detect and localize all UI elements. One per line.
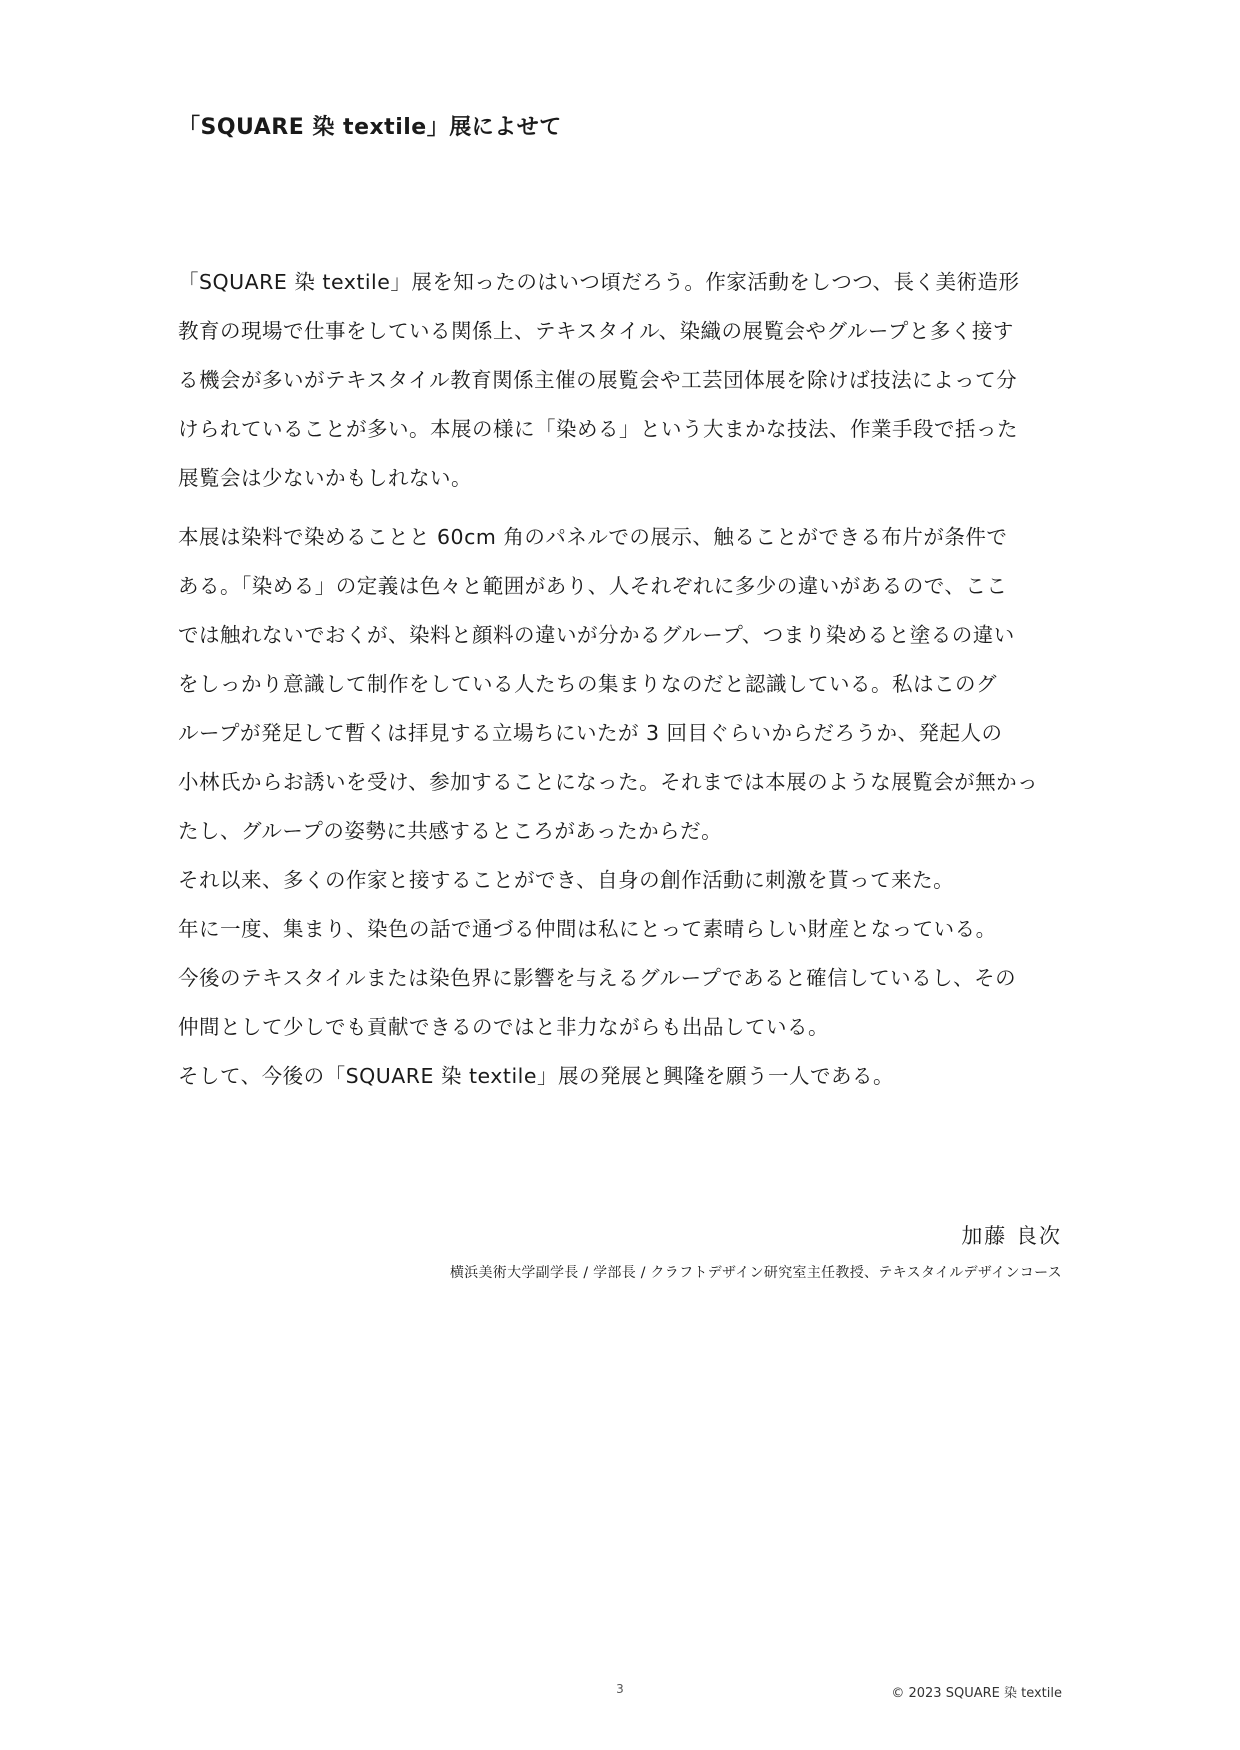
text-line: 「SQUARE 染 textile」展を知ったのはいつ頃だろう。作家活動をしつつ、長く美術造形: [178, 270, 1020, 294]
text-line: 教育の現場で仕事をしている関係上、テキスタイル、染織の展覧会やグループと多く接す: [178, 319, 1014, 343]
text-line: それ以来、多くの作家と接することができ、自身の創作活動に刺激を貰って来た。: [178, 868, 955, 892]
text-line: ループが発足して暫くは拝見する立場ちにいたが 3 回目ぐらいからだろうか、発起人の: [178, 721, 1003, 745]
text-line: をしっかり意識して制作をしている人たちの集まりなのだと認識している。私はこのグ: [178, 672, 997, 696]
essay-body: [178, 258, 1078, 1101]
text-line: 年に一度、集まり、染色の話で通づる仲間は私にとって素晴らしい財産となっている。: [178, 917, 997, 941]
text-line: ある。「染める」の定義は色々と範囲があり、人それぞれに多少の違いがあるので、ここ: [178, 574, 1008, 598]
text-line: 仲間として少しでも貢献できるのではと非力ながらも出品している。: [178, 1015, 829, 1039]
author-name: 加藤 良次: [961, 1224, 1062, 1248]
text-line: けられていることが多い。本展の様に「染める」という大まかな技法、作業手段で括った: [178, 417, 1018, 441]
copyright-notice: © 2023 SQUARE 染 textile: [891, 1686, 1062, 1701]
paragraph-2: [178, 513, 1078, 1101]
text-line: 今後のテキスタイルまたは染色界に影響を与えるグループであると確信しているし、その: [178, 966, 1017, 990]
paragraph-1: [178, 258, 1078, 503]
text-line: 本展は染料で染めることと 60cm 角のパネルでの展示、触ることができる布片が条件で: [178, 525, 1008, 549]
text-line: 展覧会は少ないかもしれない。: [178, 466, 472, 490]
signature-block: [450, 1220, 1062, 1282]
page-number: 3: [616, 1682, 624, 1696]
page-title: 「SQUARE 染 textile」展によせて: [178, 115, 562, 140]
text-line: る機会が多いがテキスタイル教育関係主催の展覧会や工芸団体展を除けば技法によって分: [178, 368, 1018, 392]
text-line: たし、グループの姿勢に共感するところがあったからだ。: [178, 819, 723, 843]
text-line: そして、今後の「SQUARE 染 textile」展の発展と興隆を願う一人である。: [178, 1064, 894, 1088]
text-line: 小林氏からお誘いを受け、参加することになった。それまでは本展のような展覧会が無かっ: [178, 770, 1039, 794]
author-title: 横浜美術大学副学長 / 学部長 / クラフトデザイン研究室主任教授、テキスタイルデザインコース: [449, 1265, 1062, 1281]
text-line: では触れないでおくが、染料と顔料の違いが分かるグループ、つまり染めると塗るの違い: [178, 623, 1015, 647]
